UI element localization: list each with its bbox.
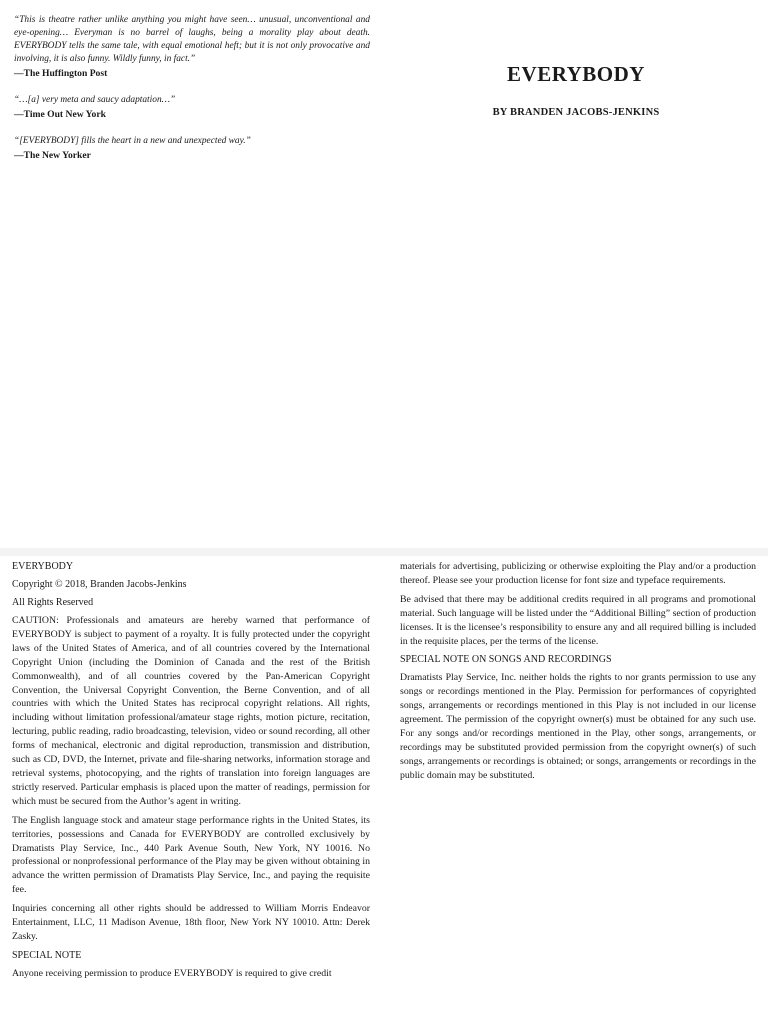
songs-heading: SPECIAL NOTE ON SONGS AND RECORDINGS: [400, 654, 612, 666]
quote-source-new-yorker: —The New Yorker: [14, 150, 91, 161]
author-byline: BY BRANDEN JACOBS-JENKINS: [492, 107, 660, 118]
copyright-play-title: EVERYBODY: [12, 561, 74, 572]
quote-source-huffington: —The Huffington Post: [14, 68, 108, 79]
continuation-paragraph: materials for advertising, publicizing or otherwise exploiting the Play and/or a production thereof. Please see your production license for font size and typeface requirements.: [400, 561, 756, 586]
songs-paragraph: Dramatists Play Service, Inc. neither holds the rights to nor grants permission to use any songs or recordings mentioned in the Play. Permission for performances of copyrighted songs, arrangements or recordings mentioned in this Play is not included in our license agreement. The permission of the copyright owner(s) must be obtained for any such use. For any songs and/or recordings mentioned in the Play, other songs, arrangements, or recordings may be substituted provided permission from the copyright owner(s) of such songs, arrangements or recordings is obtained; or songs, arrangements or recordings in the public domain may be substituted.: [400, 672, 756, 781]
play-title: EVERYBODY: [507, 62, 645, 86]
stock-rights-paragraph: The English language stock and amateur stage performance rights in the United States, its territories, possessions and Canada for EVERYBODY are controlled exclusively by Dramatists Play Service, Inc., 440 Park Avenue South, New York, NY 10016. No professional or nonprofessional performance of the Play may be given without obtaining in advance the written permission of Dramatists Play Service, Inc., and paying the requisite fee.: [12, 814, 370, 896]
copyright-notice: Copyright © 2018, Branden Jacobs-Jenkins: [12, 579, 187, 590]
praise-page: [0, 0, 384, 548]
inquiries-paragraph: Inquiries concerning all other rights should be addressed to William Morris Endeavor Entertainment, LLC, 11 Madison Avenue, 18th floor, New York NY 10010. Attn: Derek Zasky.: [12, 903, 370, 942]
title-page: [384, 0, 768, 548]
copyright-page-right: [384, 556, 768, 1024]
copyright-page-left: [0, 556, 384, 1024]
additional-billing-paragraph: Be advised that there may be additional credits required in all programs and promotional material. Such language will be listed under the “Additional Billing” section of production licenses. It is the licensee’s responsibility to ensure any and all required billing is included in the requisite places, per the terms of the license.: [400, 593, 756, 647]
quote-source-timeout: —Time Out New York: [14, 109, 106, 120]
special-note-heading: SPECIAL NOTE: [12, 949, 82, 961]
quote-new-yorker: “[EVERYBODY] fills the heart in a new and unexpected way.”: [14, 136, 251, 146]
rights-reserved: All Rights Reserved: [12, 597, 94, 608]
quote-timeout: “…[a] very meta and saucy adaptation…”: [14, 95, 176, 105]
quote-huffington: “This is theatre rather unlike anything you might have seen… unusual, unconventional and eye-opening… Everyman is no barrel of laughs, being a morality play about death. EVERYBODY tells the same tale, with equal emotional heft; but it is not only provocative and involving, it is also funny. Wildly funny, in fact.”: [14, 15, 370, 64]
caution-paragraph: CAUTION: Professionals and amateurs are hereby warned that performance of EVERYBODY is subject to payment of a royalty. It is fully protected under the copyright laws of the United States of America, and of all countries covered by the International Copyright Union (including the Dominion of Canada and the rest of the British Commonwealth), and of all countries covered by the Pan-American Copyright Convention, the Universal Copyright Convention, the Berne Convention, and of all countries with which the United States has reciprocal copyright relations. All rights, including without limitation professional/amateur stage rights, motion picture, recitation, lecturing, public reading, radio broadcasting, television, video or sound recording, all other forms of mechanical, electronic and digital reproduction, transmission and distribution, such as CD, DVD, the Internet, private and file-sharing networks, information storage and retrieval systems, photocopying, and the rights of translation into foreign languages are strictly reserved. Particular emphasis is placed upon the matter of readings, permission for which must be secured from the Author’s agent in writing.: [12, 615, 370, 807]
special-note-paragraph: Anyone receiving permission to produce EVERYBODY is required to give credit: [12, 967, 332, 979]
page-divider: [0, 548, 768, 556]
